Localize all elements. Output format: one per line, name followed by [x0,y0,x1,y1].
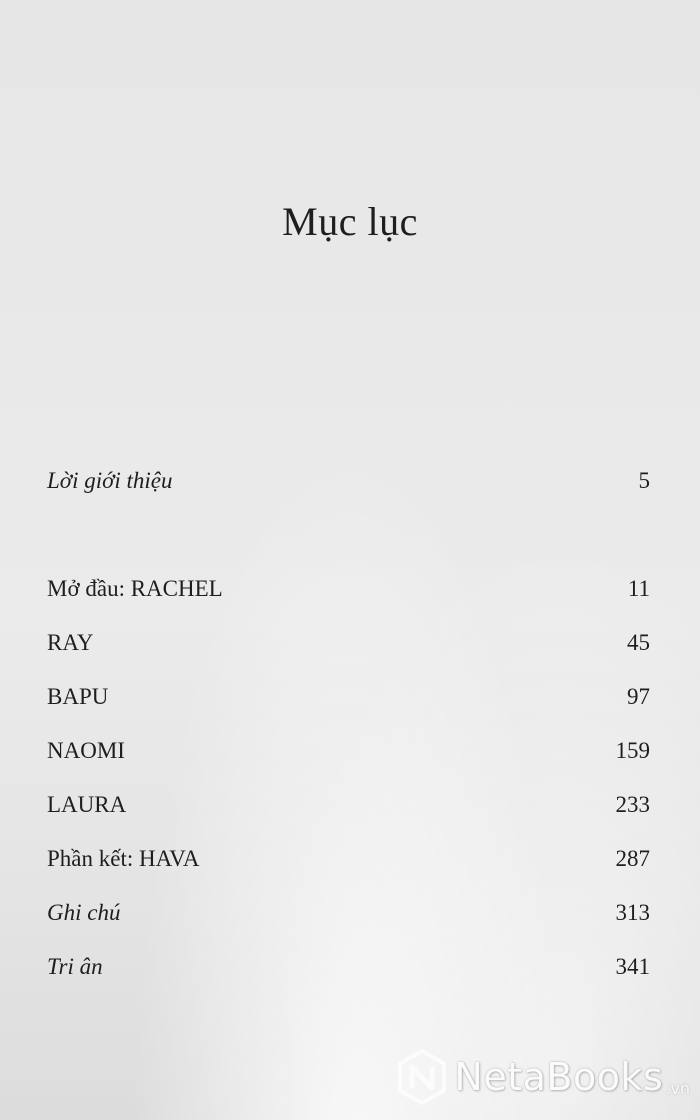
toc-entry-ray [47,630,650,660]
watermark [396,1048,690,1106]
toc-entry-page: 45 [627,630,650,655]
toc-entry-page: 287 [615,846,650,871]
page-title: Mục lục [282,199,418,244]
toc-entry-page: 11 [627,576,650,601]
toc-entry-epilogue [47,846,650,876]
toc-entry-label: Ghi chú [47,900,121,925]
toc-entry-page: 341 [615,954,650,979]
toc-entry-introduction [47,468,650,498]
watermark-suffix: .vn [665,1079,690,1098]
toc-entry-label: Mở đầu: RACHEL [47,576,223,601]
toc-entry-label: NAOMI [47,738,125,763]
toc-entry-page: 233 [615,792,650,817]
toc-entry-notes [47,900,650,930]
toc-entry-laura [47,792,650,822]
toc-entry-page: 5 [638,468,650,493]
toc-entry-label: Tri ân [47,954,103,979]
toc-entry-prologue [47,576,650,606]
toc-entry-page: 159 [615,738,650,763]
toc-entry-label: LAURA [47,792,127,817]
toc-entry-bapu [47,684,650,714]
toc-entry-label: BAPU [47,684,109,709]
watermark-brand: NetaBooks [454,1055,664,1099]
toc-entry-page: 313 [615,900,650,925]
toc-entry-naomi [47,738,650,768]
toc-entry-page: 97 [627,684,650,709]
hexagon-n-logo-icon [396,1048,448,1106]
toc-entry-label: RAY [47,630,94,655]
toc-entry-label: Lời giới thiệu [47,468,173,493]
toc-entry-acknowledgements [47,954,650,984]
toc-entry-label: Phần kết: HAVA [47,846,200,871]
